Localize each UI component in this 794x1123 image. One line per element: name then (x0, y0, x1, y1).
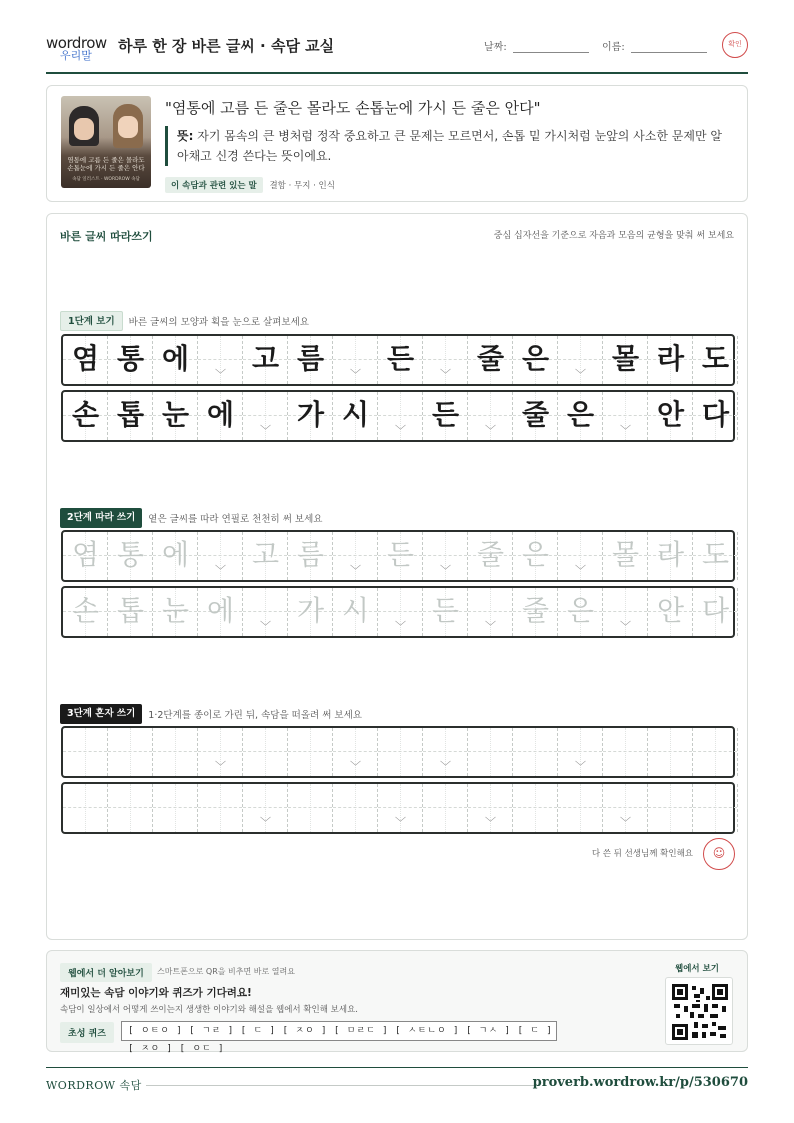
grid-character: 염 (71, 538, 100, 571)
grid-cell (648, 728, 693, 776)
name-input-line[interactable] (631, 52, 707, 53)
grid-character: 몰 (611, 538, 640, 571)
grid-character: 은 (521, 538, 550, 571)
grid-character: 줄 (521, 594, 550, 627)
space-mark-icon: ﹀ (440, 368, 451, 381)
grid-character: 든 (386, 342, 415, 375)
related-list: 결함 · 무지 · 인식 (269, 181, 335, 191)
proverb-meaning (165, 126, 725, 166)
grid-character: 에 (161, 342, 190, 375)
proverb-illustration (61, 96, 151, 188)
grid-character: 라 (656, 342, 685, 375)
space-mark-icon: ﹀ (350, 368, 361, 381)
space-mark-icon: ﹀ (215, 564, 226, 577)
space-mark-icon: ﹀ (485, 424, 496, 437)
stage-3-header (60, 703, 362, 723)
grid-character: 도 (701, 342, 730, 375)
confirm-stamp-icon: 확인 (722, 32, 748, 58)
space-mark-icon: ﹀ (260, 620, 271, 633)
grid-character: 시 (341, 398, 370, 431)
grid-cell (63, 728, 108, 776)
practice-section (46, 213, 748, 940)
grid-character: 톱 (116, 398, 145, 431)
grid-cell (288, 784, 333, 832)
grid-character: 염 (71, 342, 100, 375)
teacher-stamp-icon: ☺ (703, 838, 735, 870)
stage-desc: 바른 글씨의 모양과 획을 눈으로 살펴보세요 (128, 316, 309, 328)
space-mark-icon: ﹀ (485, 620, 496, 633)
space-mark-icon: ﹀ (620, 424, 631, 437)
grid-character: 톱 (116, 594, 145, 627)
qr-code-icon[interactable] (665, 977, 733, 1045)
footer-url[interactable]: proverb.wordrow.kr/p/530670 (532, 1075, 748, 1090)
meaning-label: 뜻: (177, 129, 194, 143)
blank-writing-row[interactable] (61, 782, 735, 834)
space-mark-icon: ﹀ (440, 564, 451, 577)
stage-badge: 1단계 보기 (60, 311, 123, 331)
grid-character: 손 (71, 398, 100, 431)
grid-character: 름 (296, 538, 325, 571)
grid-cell (513, 784, 558, 832)
space-mark-icon: ﹀ (440, 760, 451, 773)
grid-character: 가 (296, 594, 325, 627)
footer-divider (146, 1085, 536, 1086)
stage-desc: 1·2단계를 종이로 가린 뒤, 속담을 떠올려 써 보세요 (148, 709, 362, 721)
grid-cell (603, 728, 648, 776)
page-title: 하루 한 장 바른 글씨 · 속담 교실 (118, 37, 335, 55)
grid-character: 은 (566, 594, 595, 627)
grid-cell (288, 728, 333, 776)
practice-hint: 중심 십자선을 기준으로 자음과 모음의 균형을 맞춰 써 보세요 (493, 231, 734, 241)
grid-character: 시 (341, 594, 370, 627)
grid-character: 에 (161, 538, 190, 571)
web-section (46, 950, 748, 1052)
chosung-quiz-box: [ ㅇㅌㅇ ] [ ㄱㄹ ] [ ㄷ ] [ ㅈㅇ ] [ ㅁㄹㄷ ] [ ㅅㅌㄴㅇ ] [ ㄱㅅ ] [ ㄷ ] [ ㅈㅇ ] [ ㅇㄷ ] (121, 1021, 557, 1041)
name-field[interactable] (602, 38, 707, 53)
grid-cell (63, 784, 108, 832)
grid-character: 안 (656, 398, 685, 431)
page-footer (46, 1067, 748, 1092)
grid-cell (693, 728, 738, 776)
grid-character: 든 (431, 398, 460, 431)
quiz-label: 초성 퀴즈 (60, 1022, 114, 1043)
date-label: 날짜: (484, 42, 507, 53)
grid-character: 든 (431, 594, 460, 627)
grid-cell (153, 784, 198, 832)
illustration-face (74, 118, 94, 140)
grid-cell (648, 784, 693, 832)
grid-cell (108, 784, 153, 832)
space-mark-icon: ﹀ (215, 760, 226, 773)
grid-character: 통 (116, 342, 145, 375)
grid-character: 줄 (476, 342, 505, 375)
grid-cell (468, 728, 513, 776)
illustration-face (118, 116, 138, 138)
qr-title: 웹에서 보기 (674, 964, 719, 974)
grid-character: 에 (206, 398, 235, 431)
grid-character: 라 (656, 538, 685, 571)
grid-cell (423, 784, 468, 832)
writing-row (61, 334, 735, 386)
space-mark-icon: ﹀ (395, 424, 406, 437)
confirm-text: 다 쓴 뒤 선생님께 확인해요 (591, 849, 693, 859)
blank-writing-row[interactable] (61, 726, 735, 778)
meaning-text: 자기 몸속의 큰 병처럼 정작 중요하고 큰 문제는 모르면서, 손톱 밑 가시처럼 눈앞의 사소한 문제만 알아채고 신경 쓴다는 뜻이에요. (177, 129, 722, 163)
logo-text: wordrow (46, 34, 107, 52)
grid-cell (558, 784, 603, 832)
space-mark-icon: ﹀ (395, 816, 406, 829)
space-mark-icon: ﹀ (260, 424, 271, 437)
proverb-card (46, 85, 748, 202)
stage-badge: 2단계 따라 쓰기 (60, 508, 142, 528)
grid-cell (333, 784, 378, 832)
grid-character: 든 (386, 538, 415, 571)
grid-character: 은 (521, 342, 550, 375)
footer-brand: WORDROW 속담 (46, 1079, 142, 1092)
illustration-subcaption: 속담 일러스트 · WORDROW 속담 (72, 177, 140, 182)
wordrow-logo (46, 34, 107, 62)
grid-character: 도 (701, 538, 730, 571)
page-header (46, 30, 748, 74)
writing-row (61, 390, 735, 442)
date-field[interactable] (484, 38, 589, 53)
tracing-row[interactable] (61, 586, 735, 638)
space-mark-icon: ﹀ (575, 760, 586, 773)
space-mark-icon: ﹀ (395, 620, 406, 633)
grid-cell (198, 784, 243, 832)
grid-character: 줄 (521, 398, 550, 431)
grid-character: 다 (701, 594, 730, 627)
related-words (165, 177, 335, 193)
logo-subtext: 우리말 (60, 49, 92, 62)
space-mark-icon: ﹀ (350, 564, 361, 577)
grid-cell (153, 728, 198, 776)
grid-cell (243, 728, 288, 776)
stage-desc: 옅은 글씨를 따라 연필로 천천히 써 보세요 (148, 513, 323, 525)
space-mark-icon: ﹀ (485, 816, 496, 829)
grid-cell (693, 784, 738, 832)
stage-badge: 3단계 혼자 쓰기 (60, 704, 142, 724)
stage-2-header (60, 507, 322, 527)
grid-character: 몰 (611, 342, 640, 375)
web-headline: 재미있는 속담 이야기와 퀴즈가 기다려요! (60, 987, 252, 999)
grid-cell (108, 728, 153, 776)
space-mark-icon: ﹀ (350, 760, 361, 773)
web-description: 속담이 일상에서 어떻게 쓰이는지 생생한 이야기와 해설을 웹에서 확인해 보세요. (60, 1005, 358, 1015)
illustration-caption: 염통에 고름 든 줄은 몰라도 손톱눈에 가시 든 줄은 안다 (67, 156, 145, 172)
related-label: 이 속담과 관련 있는 말 (165, 177, 263, 193)
grid-character: 줄 (476, 538, 505, 571)
space-mark-icon: ﹀ (620, 620, 631, 633)
web-badge: 웹에서 더 알아보기 (60, 963, 152, 982)
proverb-text: "염통에 고름 든 줄은 몰라도 손톱눈에 가시 든 줄은 안다" (165, 99, 541, 117)
web-qr-hint: 스마트폰으로 QR을 비추면 바로 열려요 (157, 967, 295, 976)
qr-code-graphic (672, 984, 728, 1040)
space-mark-icon: ﹀ (260, 816, 271, 829)
tracing-row[interactable] (61, 530, 735, 582)
grid-character: 다 (701, 398, 730, 431)
grid-character: 안 (656, 594, 685, 627)
grid-character: 가 (296, 398, 325, 431)
grid-character: 고 (251, 342, 280, 375)
grid-cell (513, 728, 558, 776)
space-mark-icon: ﹀ (215, 368, 226, 381)
grid-character: 눈 (161, 594, 190, 627)
grid-character: 은 (566, 398, 595, 431)
date-input-line[interactable] (513, 52, 589, 53)
grid-character: 통 (116, 538, 145, 571)
stage-1-header (60, 310, 309, 330)
name-label: 이름: (602, 42, 625, 53)
space-mark-icon: ﹀ (575, 564, 586, 577)
grid-character: 름 (296, 342, 325, 375)
grid-character: 손 (71, 594, 100, 627)
grid-character: 고 (251, 538, 280, 571)
space-mark-icon: ﹀ (575, 368, 586, 381)
grid-character: 눈 (161, 398, 190, 431)
grid-cell (378, 728, 423, 776)
practice-title: 바른 글씨 따라쓰기 (60, 230, 153, 243)
grid-character: 에 (206, 594, 235, 627)
space-mark-icon: ﹀ (620, 816, 631, 829)
